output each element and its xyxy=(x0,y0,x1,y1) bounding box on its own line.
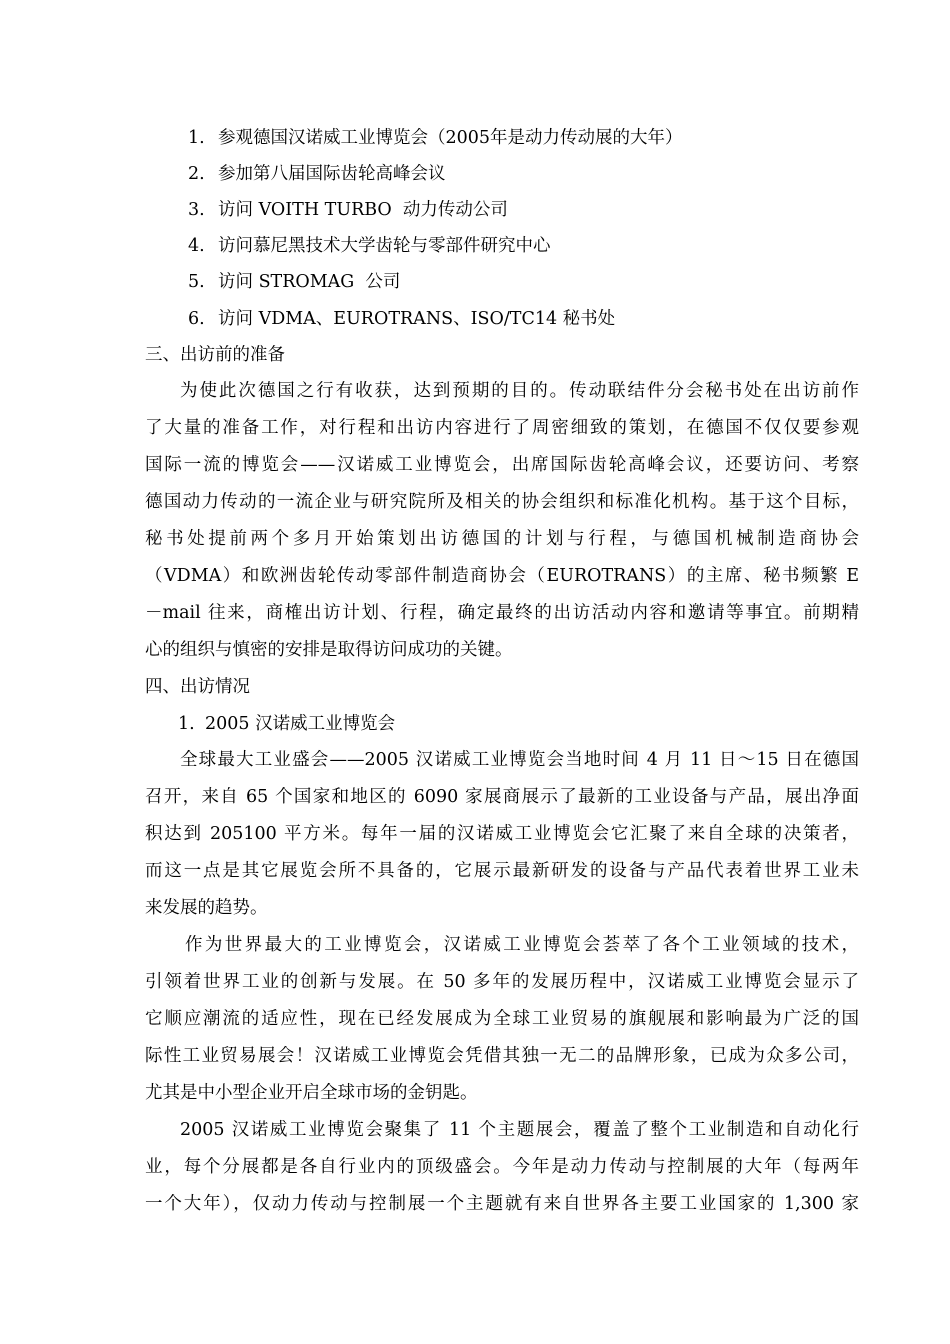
paragraph-line: 为使此次德国之行有收获，达到预期的目的。传动联结件分会秘书处在出访前作 xyxy=(180,381,859,401)
paragraph-line: 德国动力传动的一流企业与研究院所及相关的协会组织和标准化机构。基于这个目标， xyxy=(145,492,859,512)
paragraph-line: 2005 汉诺威工业博览会聚集了 11 个主题展会，覆盖了整个工业制造和自动化行 xyxy=(180,1120,859,1140)
paragraph-line: （VDMA）和欧洲齿轮传动零部件制造商协会（EUROTRANS）的主席、秘书频繁 E xyxy=(145,566,859,586)
paragraph-line: 而这一点是其它展览会所不具备的，它展示最新研发的设备与产品代表着世界工业未 xyxy=(145,861,859,881)
list-item-number: 2. xyxy=(188,164,205,184)
list-item-number: 5. xyxy=(188,272,205,292)
paragraph-line: 际性工业贸易展会！汉诺威工业博览会凭借其独一无二的品牌形象，已成为众多公司， xyxy=(145,1046,859,1066)
section-heading: 三、出访前的准备 xyxy=(145,345,285,365)
paragraph-line: 来发展的趋势。 xyxy=(145,898,268,918)
paragraph-line: 秘书处提前两个多月开始策划出访德国的计划与行程，与德国机械制造商协会 xyxy=(145,529,859,549)
paragraph-line: 召开，来自 65 个国家和地区的 6090 家展商展示了最新的工业设备与产品，展出净面 xyxy=(145,787,859,807)
section-heading: 四、出访情况 xyxy=(145,677,250,697)
list-item: 参加第八届国际齿轮高峰会议 xyxy=(218,164,446,184)
list-item: 参观德国汉诺威工业博览会（2005年是动力传动展的大年） xyxy=(218,128,683,148)
list-item: 访问 STROMAG 公司 xyxy=(218,272,401,292)
list-item: 访问慕尼黑技术大学齿轮与零部件研究中心 xyxy=(218,236,551,256)
paragraph-line: 全球最大工业盛会——2005 汉诺威工业博览会当地时间 4 月 11 日～15 日在德国 xyxy=(180,750,859,770)
paragraph-line: 引领着世界工业的创新与发展。在 50 多年的发展历程中，汉诺威工业博览会显示了 xyxy=(145,972,859,992)
list-item-number: 3. xyxy=(188,200,205,220)
list-item-number: 6. xyxy=(188,309,205,329)
paragraph-line: 业，每个分展都是各自行业内的顶级盛会。今年是动力传动与控制展的大年（每两年 xyxy=(145,1157,859,1177)
paragraph-line: 心的组织与慎密的安排是取得访问成功的关键。 xyxy=(145,640,513,660)
paragraph-line: 尤其是中小型企业开启全球市场的金钥匙。 xyxy=(145,1083,478,1103)
paragraph-line: －mail 往来，商榷出访计划、行程，确定最终的出访活动内容和邀请等事宜。前期精 xyxy=(145,603,859,623)
paragraph-line: 一个大年），仅动力传动与控制展一个主题就有来自世界各主要工业国家的 1,300 家 xyxy=(145,1194,859,1214)
list-item-number: 1. xyxy=(188,128,205,148)
subsection-number: 1. xyxy=(178,714,195,734)
paragraph-line: 它顺应潮流的适应性，现在已经发展成为全球工业贸易的旗舰展和影响最为广泛的国 xyxy=(145,1009,859,1029)
list-item: 访问 VOITH TURBO 动力传动公司 xyxy=(218,200,508,220)
subsection-title: 2005 汉诺威工业博览会 xyxy=(205,714,396,734)
list-item-number: 4. xyxy=(188,236,205,256)
paragraph-line: 作为世界最大的工业博览会，汉诺威工业博览会荟萃了各个工业领域的技术， xyxy=(185,935,859,955)
paragraph-line: 积达到 205100 平方米。每年一届的汉诺威工业博览会它汇聚了来自全球的决策者， xyxy=(145,824,859,844)
paragraph-line: 了大量的准备工作，对行程和出访内容进行了周密细致的策划，在德国不仅仅要参观 xyxy=(145,418,859,438)
list-item: 访问 VDMA、EUROTRANS、ISO/TC14 秘书处 xyxy=(218,309,616,329)
paragraph-line: 国际一流的博览会——汉诺威工业博览会，出席国际齿轮高峰会议，还要访问、考察 xyxy=(145,455,859,475)
